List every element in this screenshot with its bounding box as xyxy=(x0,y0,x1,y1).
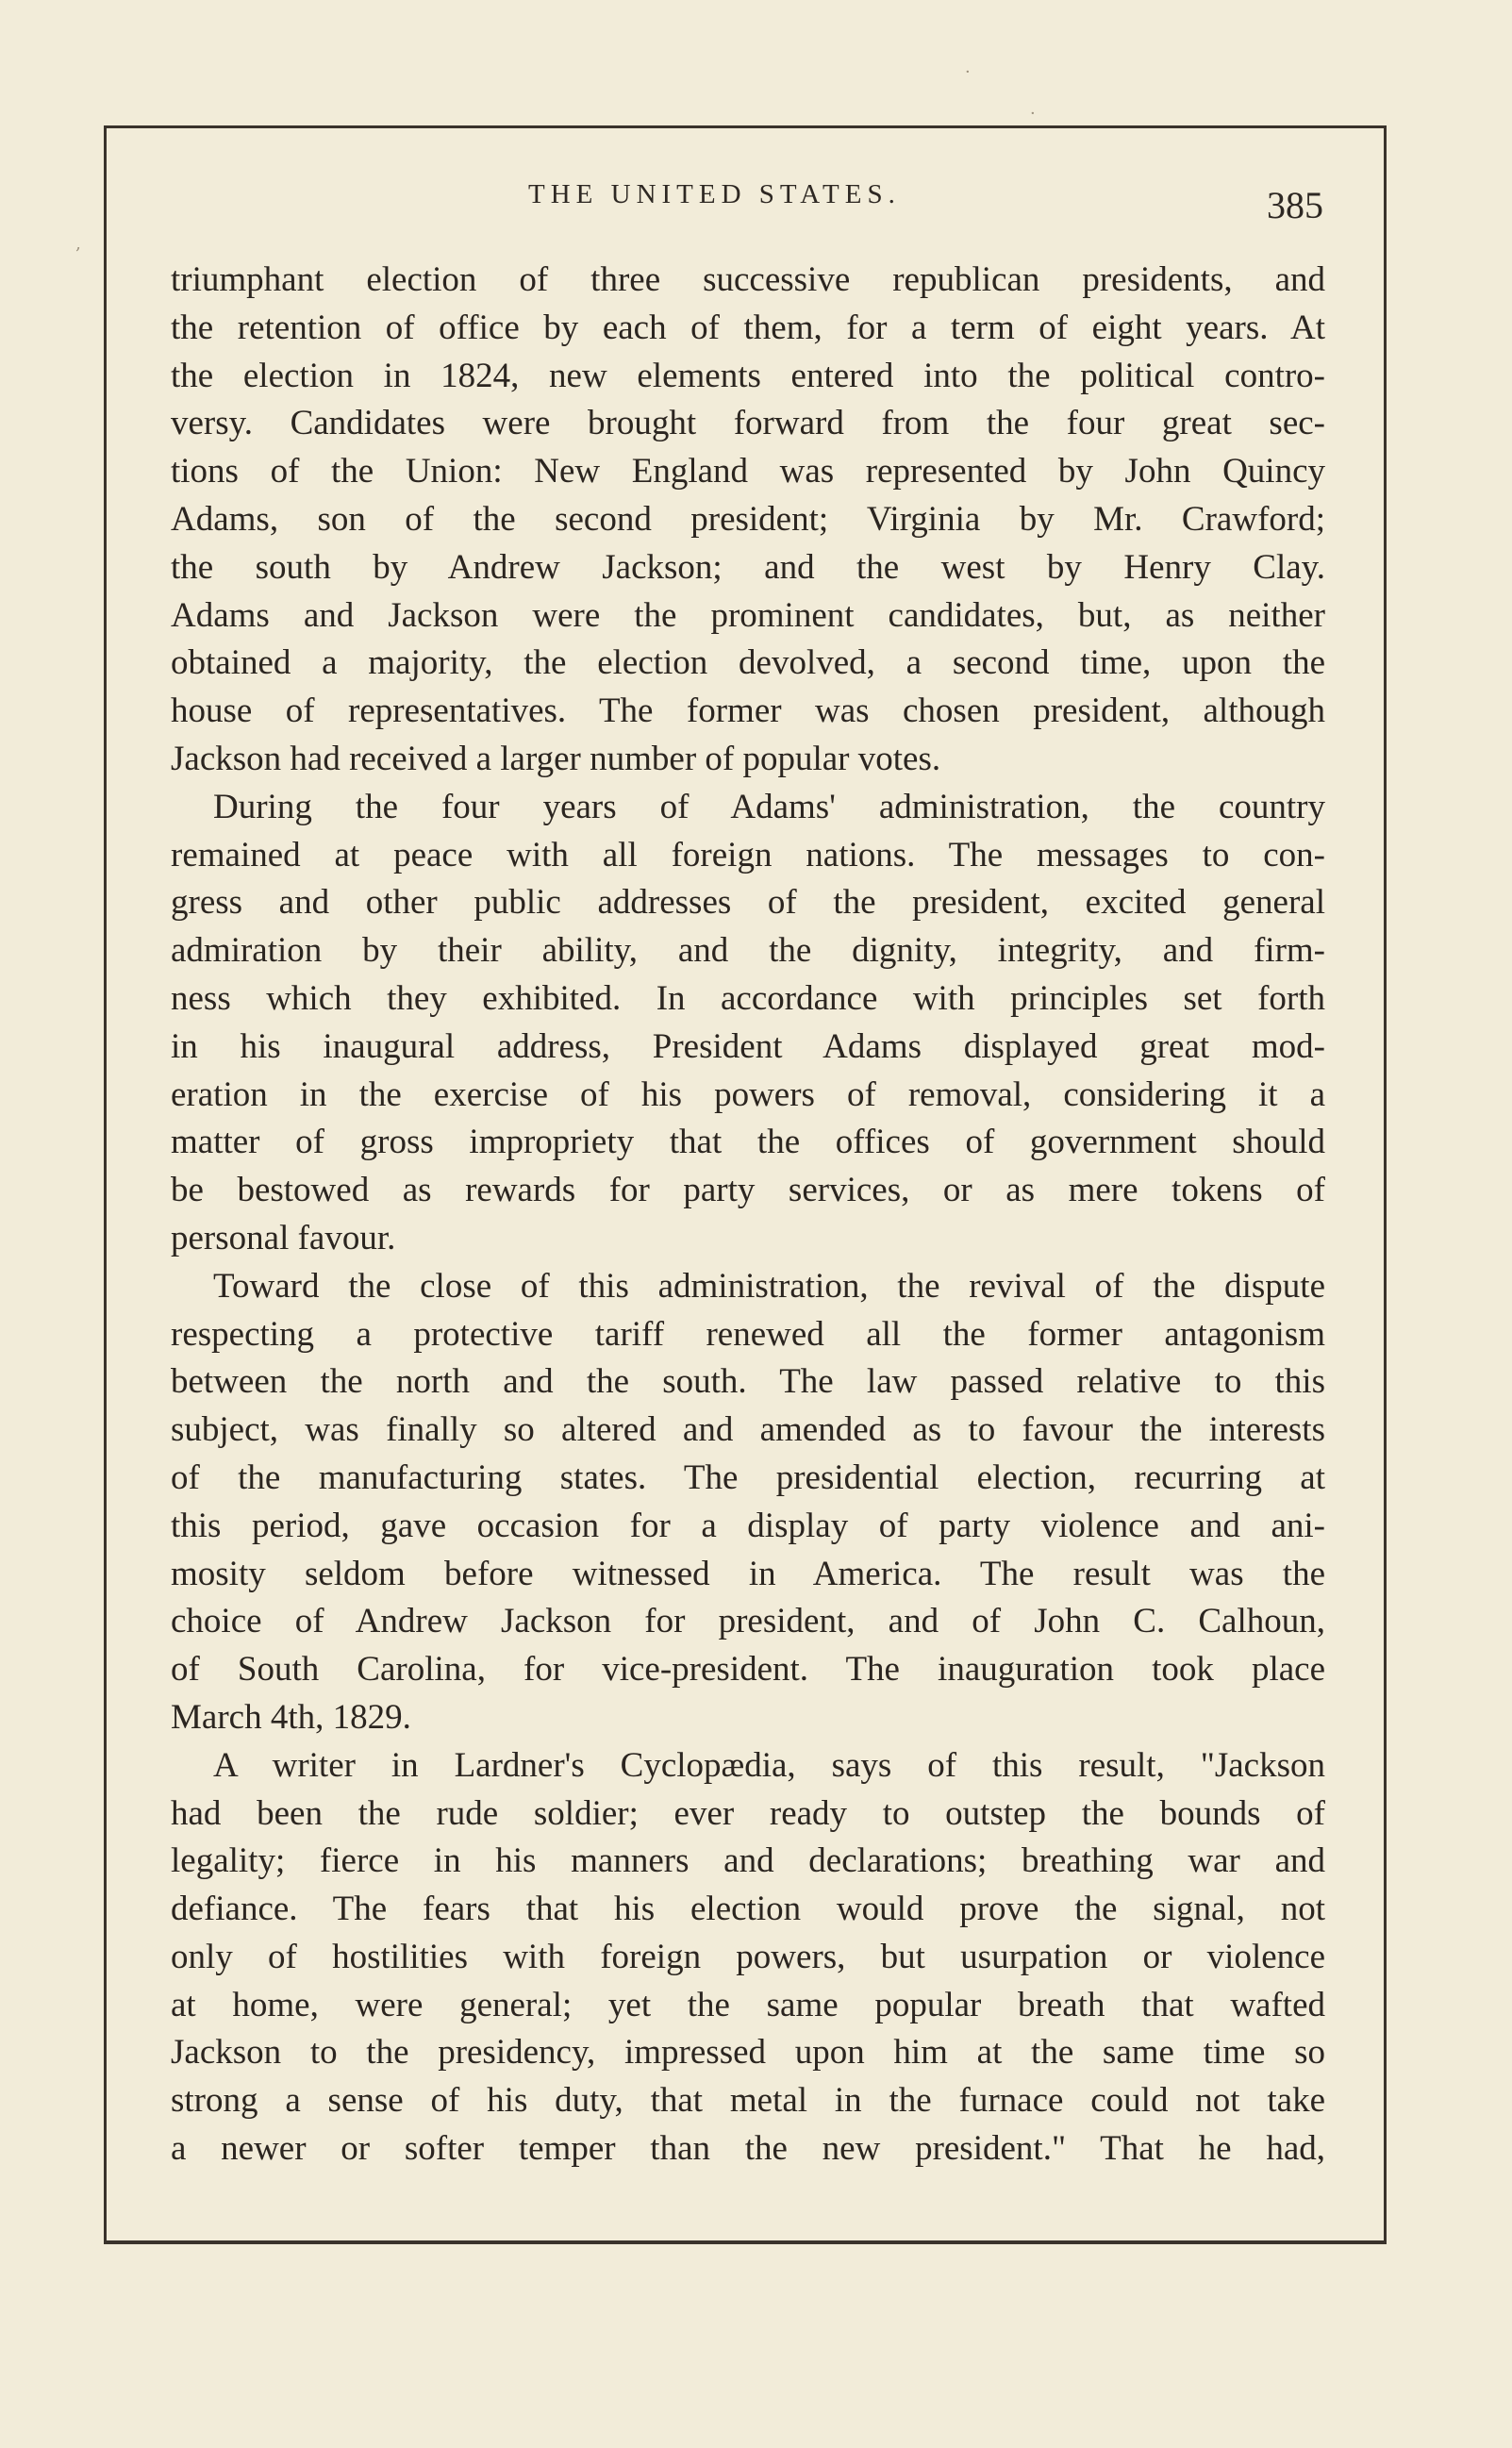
text-line: subject, was finally so altered and amended as to favour the interests xyxy=(171,1410,1325,1450)
text-line: in his inaugural address, President Adams displayed great mod- xyxy=(171,1026,1325,1066)
text-line: tions of the Union: New England was represented by John Quincy xyxy=(171,452,1325,491)
text-line: at home, were general; yet the same popular breath that wafted xyxy=(171,1985,1325,2024)
text-line: defiance. The fears that his election would prove the signal, not xyxy=(171,1890,1325,1929)
page-number: 385 xyxy=(1267,184,1323,226)
text-line: of the manufacturing states. The presidential election, recurring at xyxy=(171,1457,1325,1497)
text-line: choice of Andrew Jackson for president, and of John C. Calhoun, xyxy=(171,1602,1325,1641)
text-line: the retention of office by each of them, for a term of eight years. At xyxy=(171,308,1325,347)
text-line: gress and other public addresses of the president, excited general xyxy=(171,883,1325,923)
text-line: legality; fierce in his manners and declarations; breathing war and xyxy=(171,1841,1325,1881)
text-line: During the four years of Adams' administration, the country xyxy=(213,787,1325,826)
paper-speck: · xyxy=(965,62,971,82)
paragraph xyxy=(171,1263,1325,1742)
text-line: personal favour. xyxy=(171,1218,396,1257)
text-line: March 4th, 1829. xyxy=(171,1697,411,1737)
text-line: Toward the close of this administration, the revival of the dispute xyxy=(213,1266,1325,1306)
text-line: strong a sense of his duty, that metal in the furnace could not take xyxy=(171,2081,1325,2121)
paper-speck: ‚ xyxy=(75,234,81,254)
text-line: mosity seldom before witnessed in America. The result was the xyxy=(171,1554,1325,1593)
text-line: this period, gave occasion for a display of party violence and ani- xyxy=(171,1506,1325,1545)
text-line: house of representatives. The former was chosen president, although xyxy=(171,691,1325,731)
text-line: Jackson had received a larger number of popular votes. xyxy=(171,739,941,778)
text-line: versy. Candidates were brought forward from the four great sec- xyxy=(171,404,1325,443)
text-line: Jackson to the presidency, impressed upon him at the same time so xyxy=(171,2033,1325,2073)
text-line: admiration by their ability, and the dignity, integrity, and firm- xyxy=(171,931,1325,971)
text-line: had been the rude soldier; ever ready to outstep the bounds of xyxy=(171,1793,1325,1833)
text-line: Adams, son of the second president; Virginia by Mr. Crawford; xyxy=(171,499,1325,539)
text-line: triumphant election of three successive republican presidents, and xyxy=(171,260,1325,299)
paragraph xyxy=(171,784,1325,1263)
text-line: Adams and Jackson were the prominent candidates, but, as neither xyxy=(171,595,1325,635)
body-text xyxy=(171,257,1325,2173)
running-header: THE UNITED STATES. xyxy=(528,179,901,209)
paragraph xyxy=(171,1742,1325,2173)
text-line: matter of gross impropriety that the offices of government should xyxy=(171,1123,1325,1162)
text-line: between the north and the south. The law passed relative to this xyxy=(171,1362,1325,1402)
text-line: eration in the exercise of his powers of removal, considering it a xyxy=(171,1074,1325,1114)
text-line: obtained a majority, the election devolved, a second time, upon the xyxy=(171,643,1325,683)
text-line: of South Carolina, for vice-president. The inauguration took place xyxy=(171,1650,1325,1690)
text-line: a newer or softer temper than the new president." That he had, xyxy=(171,2129,1325,2169)
paper-speck: · xyxy=(1030,104,1036,124)
paragraph xyxy=(171,257,1325,784)
text-line: the south by Andrew Jackson; and the west by Henry Clay. xyxy=(171,547,1325,587)
text-line: respecting a protective tariff renewed all the former antagonism xyxy=(171,1314,1325,1354)
text-line: the election in 1824, new elements entered into the political contro- xyxy=(171,356,1325,395)
text-line: be bestowed as rewards for party services, or as mere tokens of xyxy=(171,1171,1325,1210)
text-line: ness which they exhibited. In accordance with principles set forth xyxy=(171,978,1325,1018)
text-line: A writer in Lardner's Cyclopædia, says of this result, "Jackson xyxy=(213,1745,1325,1785)
text-line: only of hostilities with foreign powers, but usurpation or violence xyxy=(171,1937,1325,1976)
text-line: remained at peace with all foreign nations. The messages to con- xyxy=(171,835,1325,874)
